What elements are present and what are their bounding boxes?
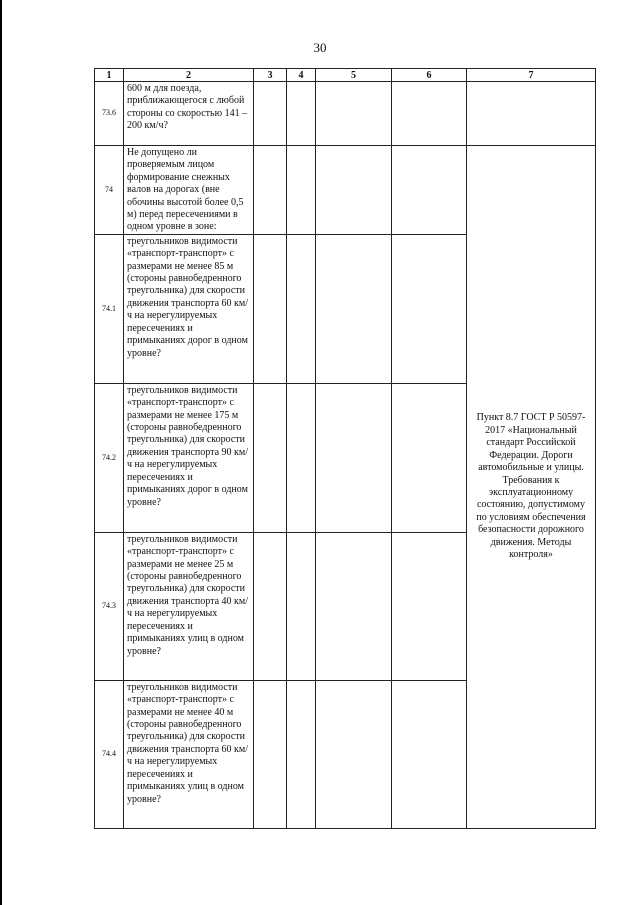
empty-cell	[316, 146, 392, 235]
empty-cell	[392, 532, 467, 680]
empty-cell	[392, 680, 467, 828]
table-row	[95, 146, 596, 235]
legal-reference: Пункт 8.7 ГОСТ Р 50597-2017 «Национальный стандарт Российской Федерации. Дороги автомобильные и улицы. Требования к эксплуатационному состоянию, допустимому по условиям обеспечения безопасности дорожного движения. Методы контроля»	[467, 146, 596, 829]
row-number: 73.6	[95, 82, 124, 146]
empty-cell	[287, 383, 316, 532]
empty-cell	[392, 82, 467, 146]
checklist-table	[94, 68, 596, 829]
empty-cell	[254, 234, 287, 383]
col-header-4: 4	[287, 69, 316, 82]
row-question: 600 м для поезда, приближающегося с любой стороны со скоростью 141 – 200 км/ч?	[124, 82, 254, 146]
row-question: треугольников видимости «транспорт-транспорт» с размерами не менее 25 м (стороны равнобедренного треугольника) для скорости движения транспорта 40 км/ч на нерегулируемых пересечениях и примыканиях улиц в одном уровне?	[124, 532, 254, 680]
empty-cell	[467, 82, 596, 146]
empty-cell	[287, 82, 316, 146]
empty-cell	[392, 383, 467, 532]
empty-cell	[316, 680, 392, 828]
table-row	[95, 82, 596, 146]
row-number: 74.2	[95, 383, 124, 532]
row-question: треугольников видимости «транспорт-транспорт» с размерами не менее 40 м (стороны равнобедренного треугольника) для скорости движения транспорта 60 км/ч на нерегулируемых пересечениях и примыканиях улиц в одном уровне?	[124, 680, 254, 828]
empty-cell	[316, 82, 392, 146]
empty-cell	[392, 234, 467, 383]
empty-cell	[254, 383, 287, 532]
row-number: 74.4	[95, 680, 124, 828]
empty-cell	[392, 146, 467, 235]
empty-cell	[287, 680, 316, 828]
empty-cell	[316, 532, 392, 680]
empty-cell	[254, 82, 287, 146]
scan-edge	[0, 0, 2, 905]
row-number: 74.1	[95, 234, 124, 383]
empty-cell	[254, 680, 287, 828]
col-header-6: 6	[392, 69, 467, 82]
page-number: 30	[313, 40, 327, 55]
header-row	[95, 69, 596, 82]
row-number: 74.3	[95, 532, 124, 680]
empty-cell	[287, 532, 316, 680]
row-question: Не допущено ли проверяемым лицом формирование снежных валов на дорогах (вне обочины высотой более 0,5 м) перед пересечениями в одном уровне в зоне:	[124, 146, 254, 235]
empty-cell	[254, 532, 287, 680]
empty-cell	[287, 234, 316, 383]
col-header-2: 2	[124, 69, 254, 82]
empty-cell	[287, 146, 316, 235]
empty-cell	[316, 234, 392, 383]
col-header-3: 3	[254, 69, 287, 82]
row-number: 74	[95, 146, 124, 235]
col-header-1: 1	[95, 69, 124, 82]
empty-cell	[254, 146, 287, 235]
col-header-5: 5	[316, 69, 392, 82]
col-header-7: 7	[467, 69, 596, 82]
empty-cell	[316, 383, 392, 532]
row-question: треугольников видимости «транспорт-транспорт» с размерами не менее 175 м (стороны равнобедренного треугольника) для скорости движения транспорта 90 км/ч на нерегулируемых пересечениях и примыканиях дорог в одном уровне?	[124, 383, 254, 532]
row-question: треугольников видимости «транспорт-транспорт» с размерами не менее 85 м (стороны равнобедренного треугольника) для скорости движения транспорта 60 км/ч на нерегулируемых пересечениях и примыканиях дорог в одном уровне?	[124, 234, 254, 383]
